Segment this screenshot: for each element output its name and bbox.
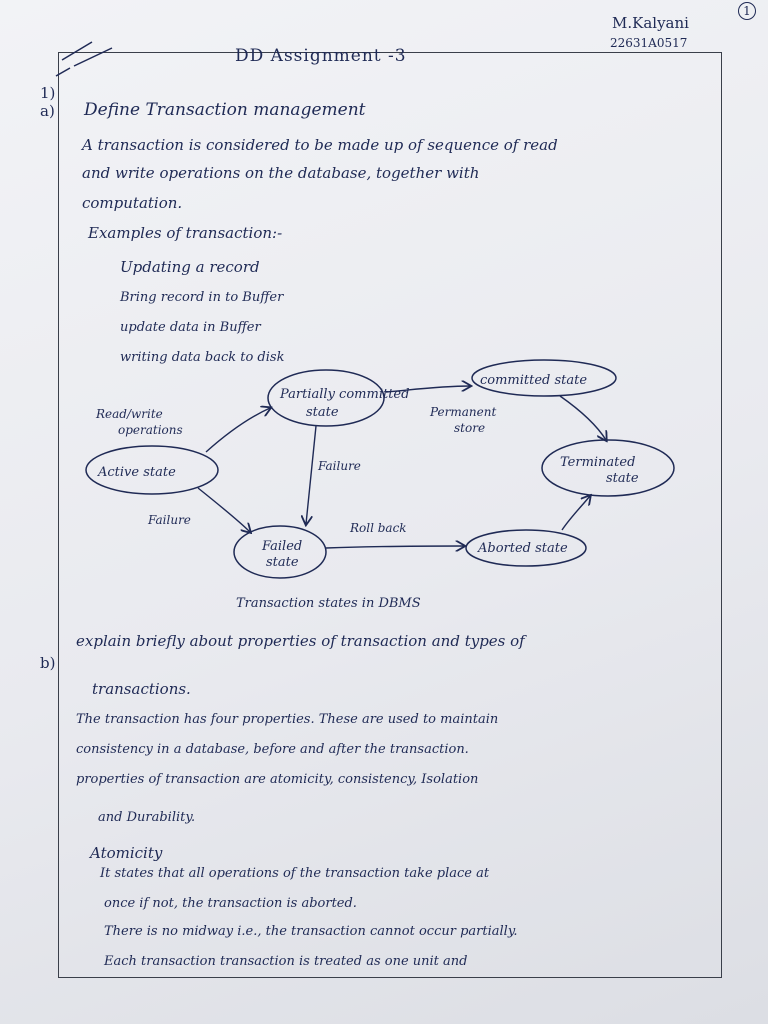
aborted-label: Aborted state: [478, 541, 568, 556]
edge-partial-to-failed: [306, 426, 316, 524]
q1-line-1: A transaction is considered to be made up of sequence of read: [82, 136, 558, 154]
page-number: 1: [738, 2, 756, 20]
q1b-heading-2: transactions.: [92, 680, 191, 698]
question-part-a: a): [40, 102, 55, 120]
example-item: writing data back to disk: [120, 350, 285, 365]
example-item: Bring record in to Buffer: [120, 290, 284, 305]
example-item: update data in Buffer: [120, 320, 261, 335]
q1-heading: Define Transaction management: [84, 100, 366, 120]
edge-committed-to-terminated: [560, 396, 606, 440]
edge-label-readwrite-2: operations: [118, 423, 183, 437]
page-title: DD Assignment -3: [235, 46, 407, 66]
committed-label: committed state: [480, 373, 588, 388]
atomicity-heading: Atomicity: [90, 844, 163, 862]
q1b-line-2: consistency in a database, before and after the transaction.: [76, 742, 469, 757]
terminated-label-2: state: [606, 471, 639, 486]
edge-failed-to-aborted: [326, 546, 464, 548]
author-name: M.Kalyani: [612, 14, 689, 32]
examples-heading: Examples of transaction:-: [88, 224, 283, 242]
q1-line-3: computation.: [82, 194, 183, 212]
edge-label-failure-1: Failure: [318, 459, 361, 473]
roll-number: 22631A0517: [610, 36, 688, 50]
q1b-line-3: properties of transaction are atomicity, consistency, Isolation: [76, 772, 479, 787]
terminated-label-1: Terminated: [560, 455, 636, 470]
partial-label-2: state: [306, 405, 339, 420]
atomicity-line-2: once if not, the transaction is aborted.: [104, 896, 357, 911]
q1b-line-1: The transaction has four properties. These are used to maintain: [76, 712, 499, 727]
atomicity-line-4: Each transaction transaction is treated as one unit and: [104, 954, 468, 969]
q1b-heading-1: explain briefly about properties of transaction and types of: [76, 632, 525, 650]
q1-line-2: and write operations on the database, together with: [82, 164, 480, 182]
edge-label-permanent-1: Permanent: [430, 405, 497, 419]
example-item: Updating a record: [120, 258, 260, 276]
partial-label-1: Partially committed: [280, 387, 410, 402]
question-number: 1): [40, 84, 56, 102]
q1b-line-4: and Durability.: [98, 810, 196, 825]
active-state-label: Active state: [98, 465, 176, 480]
diagram-caption: Transaction states in DBMS: [236, 596, 421, 611]
failed-label-1: Failed: [262, 539, 303, 554]
edge-aborted-to-terminated: [562, 496, 590, 530]
edge-label-readwrite-1: Read/write: [96, 407, 163, 421]
atomicity-line-1: It states that all operations of the transaction take place at: [100, 866, 490, 881]
edge-active-to-failed: [198, 488, 250, 532]
question-part-b: b): [40, 654, 56, 672]
atomicity-line-3: There is no midway i.e., the transaction cannot occur partially.: [104, 924, 518, 939]
edge-label-permanent-2: store: [454, 421, 486, 435]
edge-active-to-partial: [206, 408, 270, 452]
edge-label-rollback: Roll back: [350, 521, 407, 535]
edge-label-failure-2: Failure: [148, 513, 191, 527]
failed-label-2: state: [266, 555, 299, 570]
